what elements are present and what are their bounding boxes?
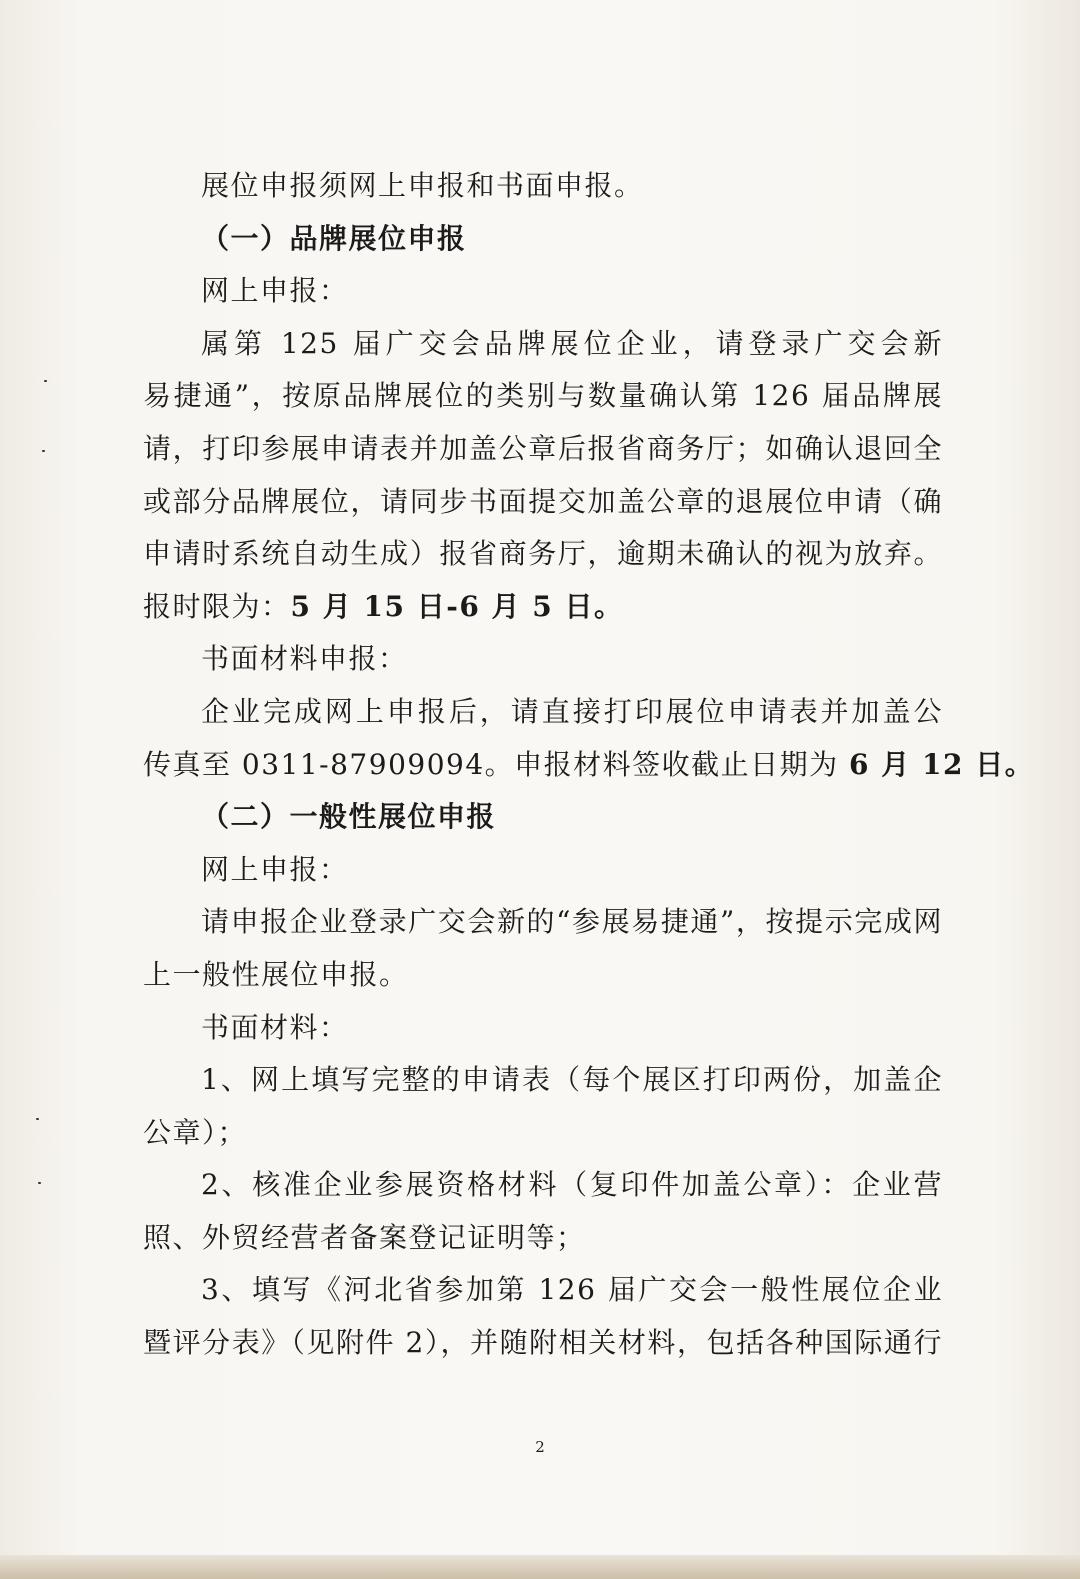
deadline-dates: 5 月 15 日-6 月 5 日。 xyxy=(290,589,624,623)
scan-speck xyxy=(38,1182,41,1184)
paragraph-brand-line-4: 或部分品牌展位，请同步书面提交加盖公章的退展位申请（确 xyxy=(143,484,943,518)
item-3-line-2: 暨评分表》（见附件 2），并随附相关材料，包括各种国际通行 xyxy=(143,1326,943,1360)
scan-speck xyxy=(36,1118,39,1120)
paper-deadline: 6 月 12 日。 xyxy=(849,747,1035,781)
paragraph-general-line-2: 上一般性展位申报。 xyxy=(143,957,409,991)
scan-bottom-edge xyxy=(0,1555,1080,1579)
fax-text: 传真至 0311-87909094。申报材料签收截止日期为 xyxy=(143,747,850,781)
section-heading-brand-booth: （一）品牌展位申报 xyxy=(201,221,467,255)
paragraph-brand-line-2: 易捷通”，按原品牌展位的类别与数量确认第 126 届品牌展 xyxy=(143,379,943,413)
item-1-line-1: 1、网上填写完整的申请表（每个展区打印两份，加盖企 xyxy=(201,1063,943,1097)
paragraph-paper-line-2 xyxy=(143,739,1035,792)
subheading-paper-application: 书面材料申报： xyxy=(201,642,408,676)
deadline-label: 报时限为： xyxy=(143,589,291,623)
section-heading-general-booth: （二）一般性展位申报 xyxy=(201,800,497,834)
paragraph-brand-line-3: 请，打印参展申请表并加盖公章后报省商务厅；如确认退回全 xyxy=(143,431,943,465)
paragraph-brand-line-6 xyxy=(143,581,943,634)
paragraph-brand-line-5: 申请时系统自动生成）报省商务厅，逾期未确认的视为放弃。 xyxy=(143,537,943,571)
item-3-line-1: 3、填写《河北省参加第 126 届广交会一般性展位企业 xyxy=(201,1273,943,1307)
item-1-line-2: 公章）； xyxy=(143,1115,248,1149)
subheading-online-application-1: 网上申报： xyxy=(201,274,349,308)
paragraph-paper-line-1: 企业完成网上申报后，请直接打印展位申请表并加盖公 xyxy=(201,694,943,728)
paragraph-intro: 展位申报须网上申报和书面申报。 xyxy=(201,169,644,202)
subheading-paper-materials: 书面材料： xyxy=(201,1010,349,1044)
paragraph-brand-line-1: 属第 125 届广交会品牌展位企业，请登录广交会新 xyxy=(201,326,943,360)
scan-speck xyxy=(42,450,45,452)
paragraph-general-line-1: 请申报企业登录广交会新的“参展易捷通”，按提示完成网 xyxy=(201,905,943,939)
page-number: 2 xyxy=(535,1438,545,1456)
body-text xyxy=(143,160,1035,1370)
item-2-line-1: 2、核准企业参展资格材料（复印件加盖公章）：企业营 xyxy=(201,1168,943,1202)
item-2-line-2: 照、外贸经营者备案登记证明等； xyxy=(143,1220,586,1254)
subheading-online-application-2: 网上申报： xyxy=(201,852,349,886)
scan-speck xyxy=(44,380,47,382)
